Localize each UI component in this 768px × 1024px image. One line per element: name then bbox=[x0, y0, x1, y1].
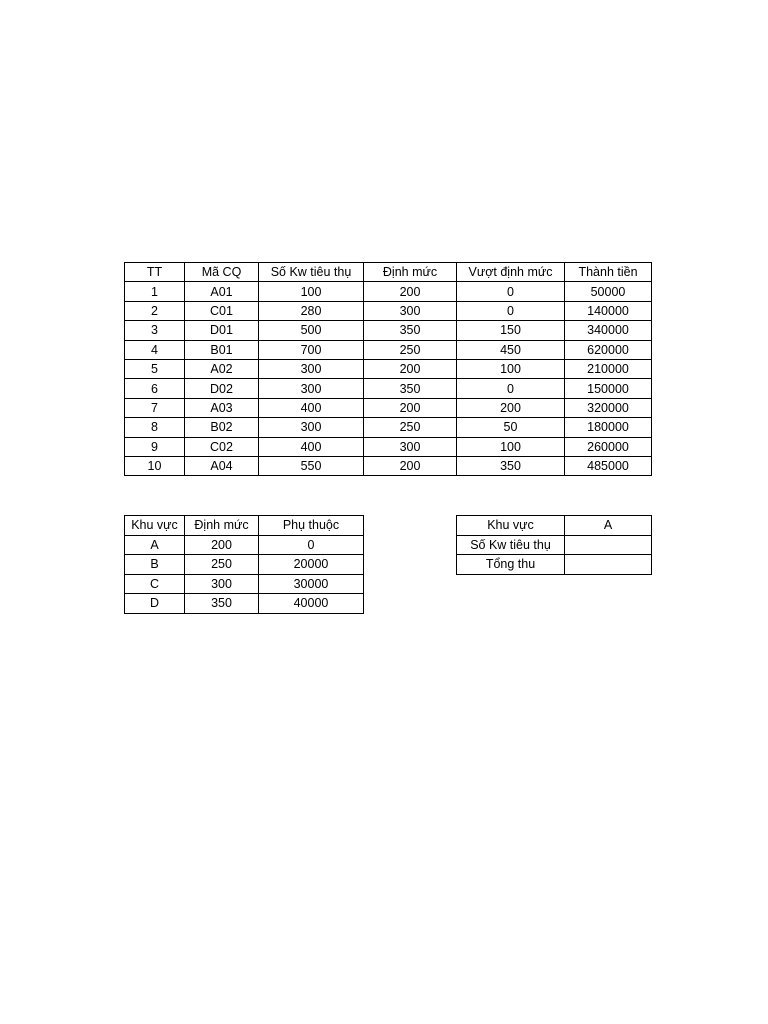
column-header-phu-thuoc: Phụ thuộc bbox=[259, 516, 364, 536]
cell-vuot-dinh-muc: 150 bbox=[457, 321, 565, 340]
cell-ma-cq: D01 bbox=[185, 321, 259, 340]
column-header-tt: TT bbox=[125, 263, 185, 282]
cell-thanh-tien: 620000 bbox=[565, 340, 652, 359]
table-header-row bbox=[125, 516, 364, 536]
cell-ma-cq: A02 bbox=[185, 359, 259, 378]
table-row bbox=[125, 437, 652, 456]
cell-tt: 6 bbox=[125, 379, 185, 398]
cell-ma-cq: C02 bbox=[185, 437, 259, 456]
cell-dinh-muc: 200 bbox=[364, 359, 457, 378]
cell-so-kw: 300 bbox=[259, 379, 364, 398]
column-header-so-kw: Số Kw tiêu thụ bbox=[259, 263, 364, 282]
cell-so-kw: 550 bbox=[259, 456, 364, 475]
column-header-vuot-dinh-muc: Vượt định mức bbox=[457, 263, 565, 282]
table-row bbox=[125, 555, 364, 575]
cell-dinh-muc: 350 bbox=[185, 594, 259, 614]
region-rate-table bbox=[124, 515, 364, 614]
table-row bbox=[125, 398, 652, 417]
cell-tt: 9 bbox=[125, 437, 185, 456]
cell-dinh-muc: 250 bbox=[185, 555, 259, 575]
column-header-ma-cq: Mã CQ bbox=[185, 263, 259, 282]
table-row bbox=[125, 418, 652, 437]
cell-dinh-muc: 200 bbox=[364, 282, 457, 301]
table-row bbox=[125, 574, 364, 594]
summary-value-khu-vuc[interactable]: A bbox=[565, 516, 652, 536]
column-header-khu-vuc: Khu vực bbox=[125, 516, 185, 536]
cell-vuot-dinh-muc: 0 bbox=[457, 301, 565, 320]
table-header-row bbox=[125, 263, 652, 282]
cell-thanh-tien: 140000 bbox=[565, 301, 652, 320]
cell-thanh-tien: 320000 bbox=[565, 398, 652, 417]
table-row bbox=[125, 379, 652, 398]
cell-tt: 2 bbox=[125, 301, 185, 320]
table-row bbox=[125, 301, 652, 320]
table-row bbox=[457, 516, 652, 536]
table-row bbox=[125, 594, 364, 614]
cell-thanh-tien: 150000 bbox=[565, 379, 652, 398]
cell-dinh-muc: 350 bbox=[364, 321, 457, 340]
cell-phu-thuoc: 30000 bbox=[259, 574, 364, 594]
cell-vuot-dinh-muc: 200 bbox=[457, 398, 565, 417]
cell-so-kw: 300 bbox=[259, 359, 364, 378]
cell-tt: 1 bbox=[125, 282, 185, 301]
table-row bbox=[125, 282, 652, 301]
cell-dinh-muc: 200 bbox=[185, 535, 259, 555]
cell-vuot-dinh-muc: 0 bbox=[457, 282, 565, 301]
cell-thanh-tien: 485000 bbox=[565, 456, 652, 475]
cell-tt: 3 bbox=[125, 321, 185, 340]
table-row bbox=[457, 535, 652, 555]
cell-thanh-tien: 210000 bbox=[565, 359, 652, 378]
cell-so-kw: 100 bbox=[259, 282, 364, 301]
cell-tt: 5 bbox=[125, 359, 185, 378]
cell-dinh-muc: 350 bbox=[364, 379, 457, 398]
table-row bbox=[457, 555, 652, 575]
cell-so-kw: 400 bbox=[259, 437, 364, 456]
table-row bbox=[125, 359, 652, 378]
cell-ma-cq: A03 bbox=[185, 398, 259, 417]
cell-so-kw: 280 bbox=[259, 301, 364, 320]
cell-ma-cq: A01 bbox=[185, 282, 259, 301]
cell-ma-cq: A04 bbox=[185, 456, 259, 475]
column-header-thanh-tien: Thành tiền bbox=[565, 263, 652, 282]
cell-ma-cq: B02 bbox=[185, 418, 259, 437]
table-row bbox=[125, 535, 364, 555]
cell-so-kw: 700 bbox=[259, 340, 364, 359]
summary-label-khu-vuc: Khu vực bbox=[457, 516, 565, 536]
summary-value-so-kw[interactable] bbox=[565, 535, 652, 555]
cell-dinh-muc: 300 bbox=[364, 301, 457, 320]
cell-ma-cq: D02 bbox=[185, 379, 259, 398]
cell-phu-thuoc: 20000 bbox=[259, 555, 364, 575]
cell-khu-vuc: B bbox=[125, 555, 185, 575]
cell-dinh-muc: 300 bbox=[364, 437, 457, 456]
cell-so-kw: 400 bbox=[259, 398, 364, 417]
summary-label-tong-thu: Tổng thu bbox=[457, 555, 565, 575]
cell-dinh-muc: 250 bbox=[364, 418, 457, 437]
cell-vuot-dinh-muc: 350 bbox=[457, 456, 565, 475]
cell-tt: 7 bbox=[125, 398, 185, 417]
summary-label-so-kw: Số Kw tiêu thụ bbox=[457, 535, 565, 555]
table-row bbox=[125, 321, 652, 340]
cell-vuot-dinh-muc: 0 bbox=[457, 379, 565, 398]
cell-thanh-tien: 50000 bbox=[565, 282, 652, 301]
cell-dinh-muc: 300 bbox=[185, 574, 259, 594]
cell-vuot-dinh-muc: 100 bbox=[457, 437, 565, 456]
cell-khu-vuc: C bbox=[125, 574, 185, 594]
column-header-dinh-muc: Định mức bbox=[364, 263, 457, 282]
cell-tt: 10 bbox=[125, 456, 185, 475]
cell-vuot-dinh-muc: 450 bbox=[457, 340, 565, 359]
table-row bbox=[125, 340, 652, 359]
column-header-dinh-muc: Định mức bbox=[185, 516, 259, 536]
cell-vuot-dinh-muc: 100 bbox=[457, 359, 565, 378]
summary-value-tong-thu[interactable] bbox=[565, 555, 652, 575]
electricity-usage-table bbox=[124, 262, 652, 476]
cell-khu-vuc: D bbox=[125, 594, 185, 614]
cell-dinh-muc: 200 bbox=[364, 398, 457, 417]
cell-tt: 4 bbox=[125, 340, 185, 359]
cell-ma-cq: B01 bbox=[185, 340, 259, 359]
table-row bbox=[125, 456, 652, 475]
cell-thanh-tien: 340000 bbox=[565, 321, 652, 340]
cell-vuot-dinh-muc: 50 bbox=[457, 418, 565, 437]
cell-tt: 8 bbox=[125, 418, 185, 437]
cell-phu-thuoc: 0 bbox=[259, 535, 364, 555]
cell-dinh-muc: 200 bbox=[364, 456, 457, 475]
cell-thanh-tien: 180000 bbox=[565, 418, 652, 437]
cell-khu-vuc: A bbox=[125, 535, 185, 555]
cell-phu-thuoc: 40000 bbox=[259, 594, 364, 614]
cell-ma-cq: C01 bbox=[185, 301, 259, 320]
region-summary-table bbox=[456, 515, 652, 575]
cell-dinh-muc: 250 bbox=[364, 340, 457, 359]
cell-so-kw: 300 bbox=[259, 418, 364, 437]
cell-thanh-tien: 260000 bbox=[565, 437, 652, 456]
cell-so-kw: 500 bbox=[259, 321, 364, 340]
